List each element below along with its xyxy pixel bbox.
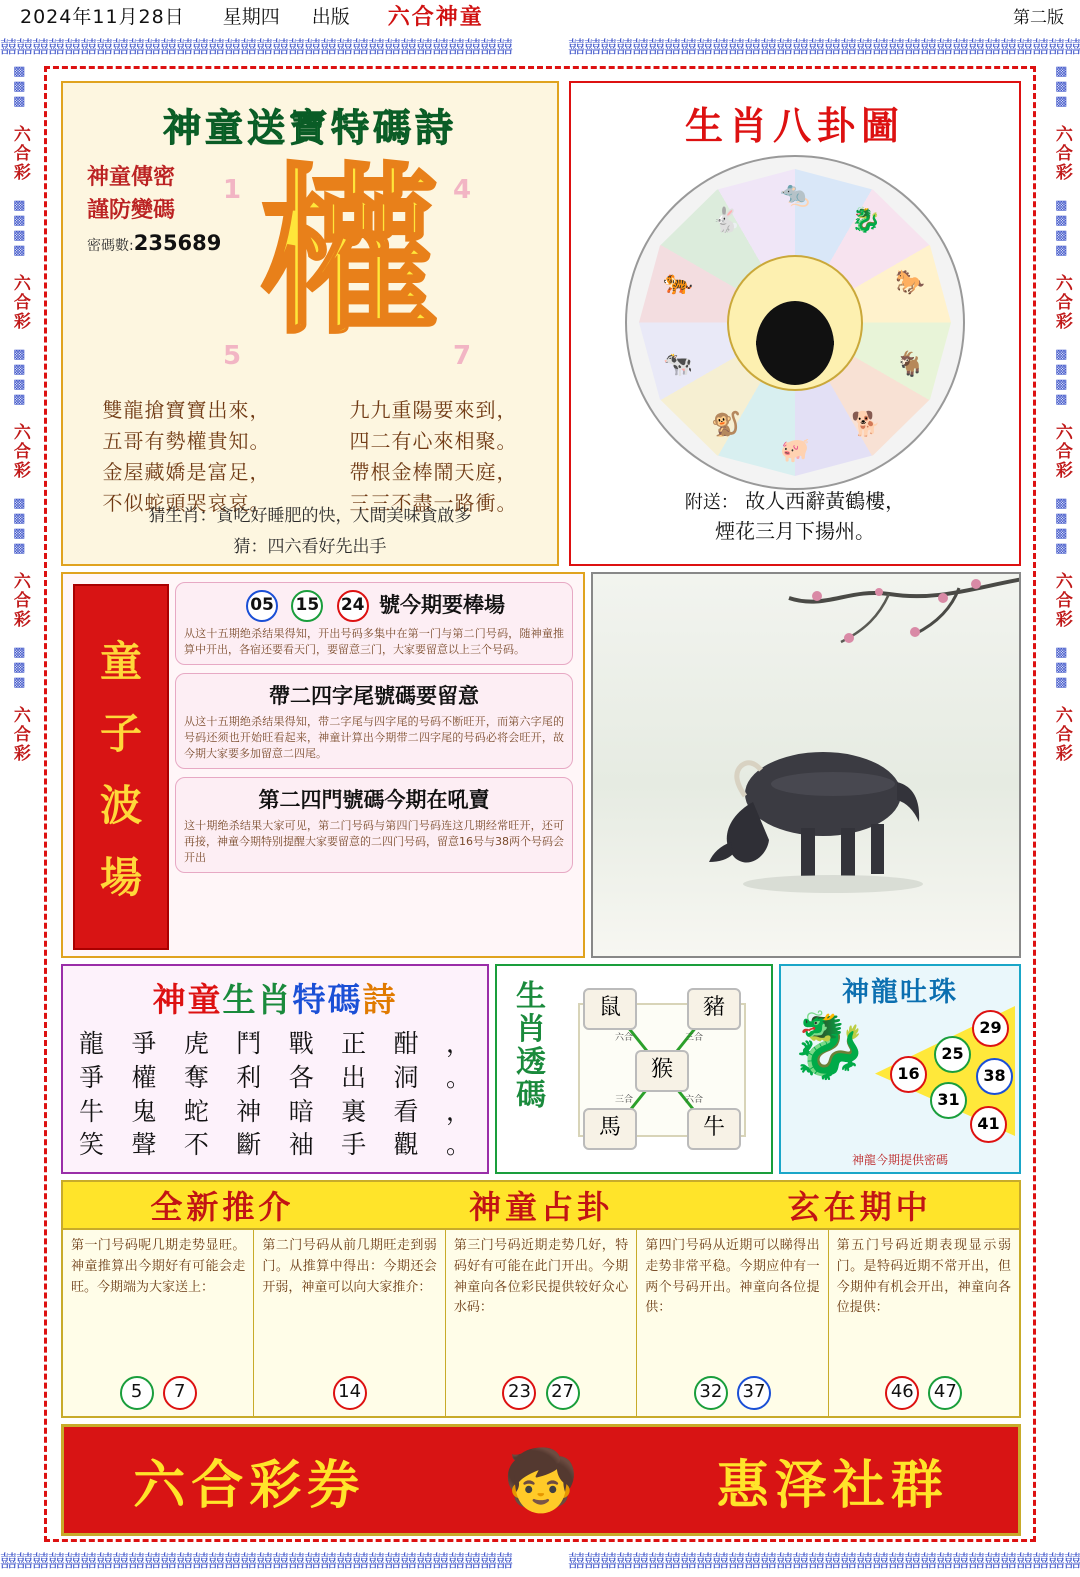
panel-recommendations [61,1180,1021,1418]
footer-banner-right: 惠泽社群 [716,1454,949,1516]
verse-char: 斷 [236,1130,262,1160]
panel-ink-painting [591,572,1021,958]
decode-cell: 牛 [687,1108,741,1150]
panel-bagua-chart [569,81,1021,566]
sidebar-dots: ▩▩▩ [11,645,27,690]
poem-line: 三三不盡一路衝。 [349,491,518,515]
verse-char: 鬥 [236,1029,262,1058]
poem-line: 帶根金棒鬧天庭， [349,460,518,484]
strip-glyphs: 囍囍囍囍囍囍囍囍囍囍囍囍囍囍囍囍囍囍囍囍囍囍囍囍囍囍囍囍囍囍囍囍 [0,37,512,58]
verse-char: 笑 [79,1130,105,1160]
corner-number-2: 4 [453,175,472,205]
recommend-number: 27 [546,1376,580,1410]
pearl-number: 29 [972,1010,1009,1047]
decorative-strip-bottom [0,1545,1080,1573]
verse-char: 蛇 [183,1096,209,1126]
tip-item [175,582,573,665]
verse-char: 。 [445,1130,471,1160]
pearl-number: 25 [934,1036,971,1073]
publish-label: 出版 [311,5,350,28]
content-frame [44,66,1036,1542]
verse-char: 神 [236,1096,262,1126]
recommend-column [829,1230,1019,1418]
verse-char: 各 [288,1062,314,1092]
panel-title [571,95,1019,150]
zodiac-icon-tiger: 🐎 [895,268,925,296]
decode-cell-center: 猴 [635,1050,689,1092]
recommend-number: 5 [120,1376,154,1410]
tips-list [175,582,573,881]
zodiac-icon-rat: 🐀 [780,180,810,208]
secret-code-value: 235689 [133,231,222,255]
vtitle-char: 波 [99,781,142,830]
sidebar-dots: ▩▩▩ [1053,645,1069,690]
tip-item [175,777,573,873]
zodiac-icon-rabbit: 🐐 [895,350,925,378]
secret-code-label: 密碼數: [87,238,134,254]
decode-cell: 馬 [583,1108,637,1150]
panel-subtitle: 神童傳密 謹防變碼 [87,165,176,223]
strip-glyphs: 囍囍囍囍囍囍囍囍囍囍囍囍囍囍囍囍囍囍囍囍囍囍囍囍囍囍囍囍囍囍囍囍 [568,1551,1080,1572]
verse-char: 權 [131,1062,157,1092]
panel-title: 生 肖 透 碼 [516,979,546,1113]
paper-title: 六合神童 [387,4,484,30]
guess-zodiac-line: 猜生肖：貪吃好睡肥的快，人間美味貪啟多 [148,506,472,526]
ox-illustration [683,724,933,899]
recommend-columns [63,1230,1019,1418]
recommend-text: 第五门号码近期表现显示弱门。是特码近期不常开出，但今期仲有机会开出，神童向各位提供： [836,1238,1012,1316]
verse-char: 虎 [183,1029,209,1058]
sidebar-label: 六合彩 [1051,706,1072,763]
recommend-text: 第二门号码从前几期旺走到弱门。从推算中得出：今期还会开弱，神童可以向大家推介： [262,1238,437,1295]
panel-dragon-pearls [779,964,1021,1174]
sidebar-dots: ▩▩▩ [1053,64,1069,109]
verse-row [79,1027,471,1061]
verse-char: 聲 [131,1130,157,1160]
decode-cell: 豬 [687,988,741,1030]
sidebar-dots: ▩▩▩▩ [11,347,27,407]
corner-number-4: 7 [453,341,472,371]
title-char: 詩 [362,980,398,1019]
tip-body: 从这十五期绝杀结果得知，带二字尾与四字尾的号码不断旺开，而第六字尾的号码还须也开始旺看起来，神童计算出今期带二四字尾的号码必将会旺开，故今期大家要多加留意二四尾。 [184,714,564,760]
panel-bochang-tips [61,572,585,958]
sidebar-label: 六合彩 [9,706,30,763]
verse-row [79,1128,471,1162]
tip-headline-text: 號今期要棒場 [378,593,505,617]
recommend-column [637,1230,828,1418]
recommend-column [446,1230,637,1418]
corner-number-3: 5 [223,341,242,371]
sidebar-label: 六合彩 [1051,423,1072,480]
page-header [0,0,1080,30]
recommend-column [254,1230,445,1418]
corner-number-1: 1 [223,175,242,205]
decode-tag: 三合 [615,1095,634,1105]
recommend-numbers [446,1376,636,1410]
tip-headline: 第二四門號碼今期在吼賣 [258,787,490,812]
sidebar-label: 六合彩 [1051,125,1072,182]
verse-char: 爭 [79,1062,105,1092]
tip-ball: 15 [291,590,323,622]
zodiac-icon-snake: 🐖 [780,436,810,464]
weekday: 星期四 [222,5,280,28]
bagua-center [727,255,863,391]
zodiac-icon-monkey: 🐅 [663,268,693,296]
zodiac-icon-dragon: 🐕 [851,410,881,438]
lucky-boy-icon: 🧒 [503,1445,579,1516]
strip-glyphs: 囍囍囍囍囍囍囍囍囍囍囍囍囍囍囍囍囍囍囍囍囍囍囍囍囍囍囍囍囍囍囍囍 [0,1551,512,1572]
poem-line: 金屋藏嬌是富足， [102,460,271,484]
verse-char: 戰 [288,1029,314,1058]
secret-code [87,231,221,255]
tip-body: 从这十五期绝杀结果得知，开出号码多集中在第一门与第二门号码，随神童推算中开出，各宿还要看天门，要留意三门，大家要留意以上三个号码。 [184,627,564,656]
verse-char: ， [445,1096,471,1126]
edition-label: 第二版 [1013,7,1064,28]
sidebar-label: 六合彩 [1051,274,1072,331]
plum-branch-illustration [729,572,1021,718]
verse-row [79,1061,471,1095]
poem-line: 四二有心來相聚。 [349,429,518,453]
verse-char: 鬼 [131,1096,157,1126]
recommend-number: 46 [885,1376,919,1410]
panel-footer-banner [61,1424,1021,1536]
sidebar-label: 六合彩 [9,274,30,331]
banner-text: 神童占卦 [468,1188,613,1226]
verse-char: 暗 [288,1096,314,1126]
poem-line: 九九重陽要來到， [349,398,518,422]
bochang-vertical-title [73,584,169,950]
recommend-number: 32 [694,1376,728,1410]
verse-char: 洞 [393,1062,419,1092]
recommend-number: 47 [928,1376,962,1410]
sidebar-label: 六合彩 [9,125,30,182]
verse-char: 利 [236,1062,262,1092]
sidebar-dots: ▩▩▩▩ [1053,496,1069,556]
decode-cell: 鼠 [583,988,637,1030]
pearl-number: 38 [976,1058,1013,1095]
taiji-icon [756,301,834,345]
verse-char: ， [445,1029,471,1058]
panel-zodiac-poem [61,964,489,1174]
title-char: 神 [152,980,188,1019]
panel-title-text: 生肖八卦圖 [684,103,905,148]
verse-char: 袖 [288,1130,314,1160]
verse-char: 爭 [131,1029,157,1058]
zodiac-icon-horse: 🐒 [711,410,741,438]
decode-diagram [559,974,765,1166]
verse-char: 奪 [183,1062,209,1092]
guess-block [63,501,557,562]
sidebar-label: 六合彩 [9,572,30,629]
verse-char: 正 [341,1029,367,1058]
recommend-number: 23 [502,1376,536,1410]
tip-item [175,673,573,769]
dragon-footer: 神龍今期提供密碼 [851,1153,948,1167]
verse-char: 出 [341,1062,367,1092]
sidebar-dots: ▩▩▩▩ [11,496,27,556]
decorative-strip-top [0,31,1080,59]
tip-ball: 24 [337,590,369,622]
verse-char: 不 [183,1130,209,1160]
zodiac-icon-goat: 🐄 [663,350,693,378]
panel-title [63,974,487,1021]
sidebar-dots: ▩▩▩▩ [11,198,27,258]
title-char: 碼 [327,980,363,1019]
tip-headline [184,589,564,622]
banner-text: 全新推介 [150,1188,295,1226]
verse-char: 龍 [79,1029,105,1058]
verse-char: 看 [393,1096,419,1126]
banner-text: 玄在期中 [787,1188,932,1226]
sidebar-left [2,62,36,1546]
recommend-text: 第一门号码呢几期走势显旺。神童推算出今期好有可能会走旺。今期端为大家送上： [71,1238,246,1295]
dragon-icon: 🐉 [789,1009,869,1083]
verse-char: 牛 [79,1096,105,1126]
decode-tag: 六合 [685,1095,704,1105]
title-char: 肖 [257,980,293,1019]
decode-tag: 六合 [615,1033,634,1043]
pearl-number: 16 [890,1056,927,1093]
panel-title: 神龍吐珠 [842,977,958,1008]
publication-date: 2024年11月28日 [20,5,185,28]
vtitle-char: 場 [99,853,142,902]
sidebar-dots: ▩▩▩ [11,64,27,109]
bagua-wheel [625,155,965,490]
bagua-note-line1: 故人西辭黃鶴樓， [745,489,906,513]
guess-number-line: 猜：四六看好先出手 [233,536,387,557]
verse-char: 。 [445,1062,471,1092]
sidebar-dots: ▩▩▩▩ [1053,198,1069,258]
recommend-number: 14 [333,1376,367,1410]
verse-block [63,1027,487,1162]
tip-ball: 05 [246,590,278,622]
pearl-number: 31 [930,1082,967,1119]
sidebar-label: 六合彩 [1051,572,1072,629]
vtitle-char: 童 [99,637,142,686]
tip-body: 这十期绝杀结果大家可见，第二门号码与第四门号码连这几期经常旺开，还可再接，神童今期特别提醒大家要留意的二四门号码，留意16号与38两个号码会开出 [184,818,564,864]
recommend-text: 第三门号码近期走势几好，特码好有可能在此门开出。今期神童向各位彩民提供较好众心水码： [453,1238,629,1316]
feature-character: 權 [257,147,438,358]
bagua-note-line2: 煙花三月下揚州。 [715,519,875,543]
verse-char: 觀 [393,1130,419,1160]
panel-zodiac-decode [495,964,773,1174]
title-char: 特 [292,980,328,1019]
zodiac-icon-ox: 🐉 [851,206,881,234]
poem-line: 雙龍搶寶寶出來， [102,398,271,422]
vtitle-char: 子 [99,709,142,758]
pearl-number: 41 [970,1106,1007,1143]
recommend-text: 第四门号码从近期可以睇得出走势非常平稳。今期应仲有一两个号码开出。神童向各位提供： [645,1238,820,1316]
recommend-column [63,1230,254,1418]
recommend-numbers [63,1376,253,1410]
title-char: 童 [187,980,223,1019]
recommend-numbers [829,1376,1019,1410]
bagua-note-prefix: 附送： [684,492,739,513]
bagua-note [571,486,1019,546]
decode-tag: 三合 [685,1033,704,1043]
panel-treasure-poem [61,81,559,566]
zodiac-icon-rooster: 🐇 [711,206,741,234]
footer-banner-left: 六合彩券 [133,1454,366,1516]
title-char: 生 [222,980,258,1019]
recommend-number: 37 [737,1376,771,1410]
tip-headline: 帶二四字尾號碼要留意 [269,683,479,708]
recommend-numbers [254,1376,444,1410]
recommend-numbers [637,1376,827,1410]
sidebar-dots: ▩▩▩▩ [1053,347,1069,407]
verse-row [79,1095,471,1129]
panel-title: 神童送寶特碼詩 [162,105,457,150]
sidebar-label: 六合彩 [9,423,30,480]
strip-glyphs: 囍囍囍囍囍囍囍囍囍囍囍囍囍囍囍囍囍囍囍囍囍囍囍囍囍囍囍囍囍囍囍囍 [568,37,1080,58]
poem-line: 五哥有勢權貴知。 [102,429,271,453]
verse-char: 酣 [393,1029,419,1058]
verse-char: 手 [341,1130,367,1160]
recommend-number: 7 [163,1376,197,1410]
sidebar-right [1044,62,1078,1546]
verse-char: 裏 [341,1096,367,1126]
poem-line: 不似蛇頭哭哀哀。 [102,491,271,515]
recommend-banner [63,1182,1019,1230]
